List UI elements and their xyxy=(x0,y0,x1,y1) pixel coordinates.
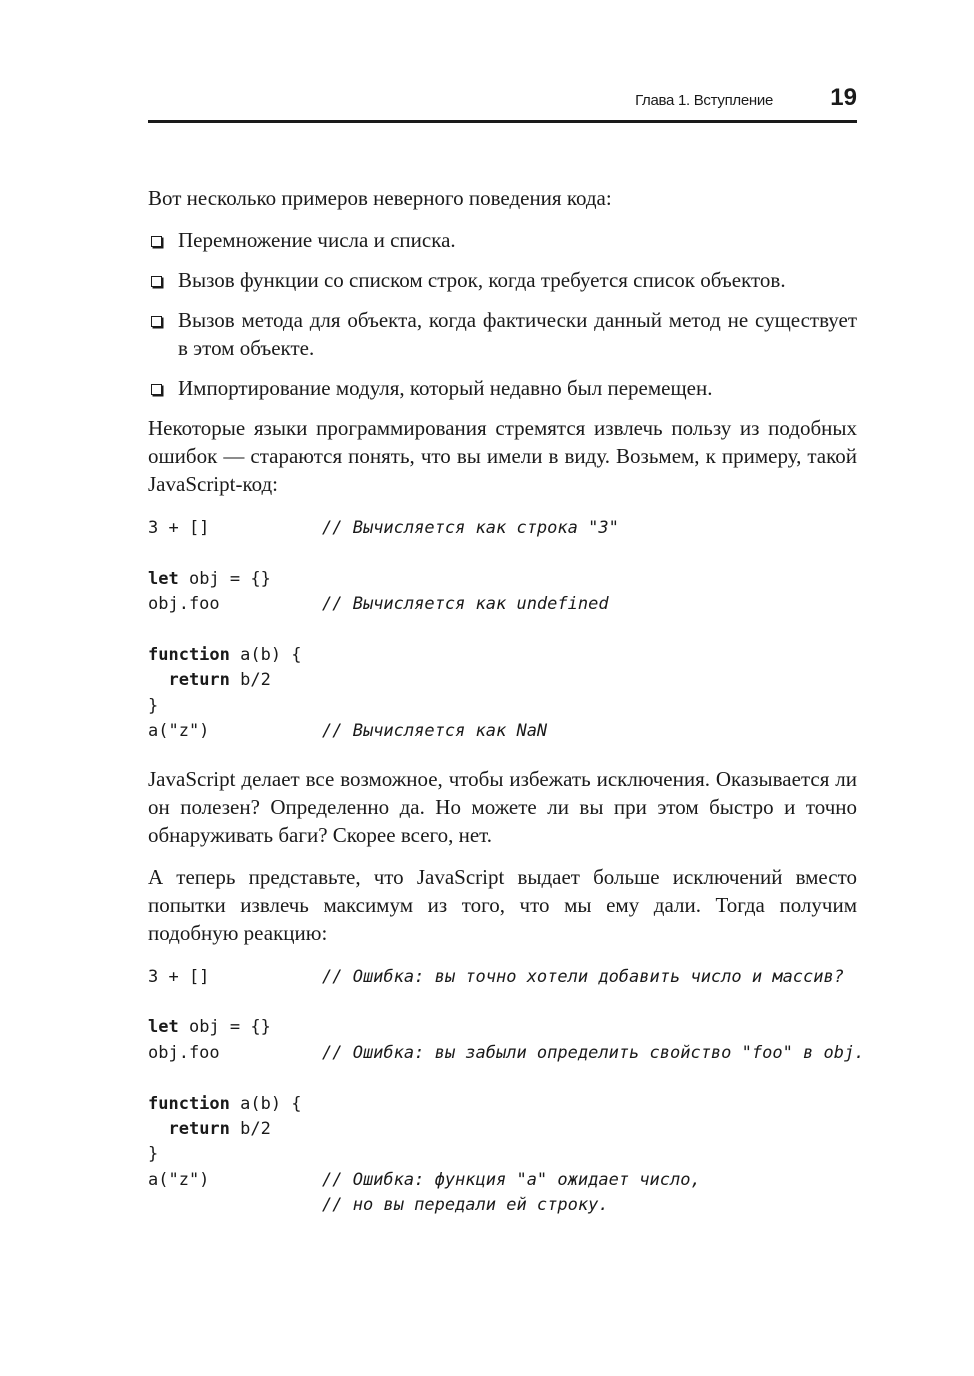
code-statement xyxy=(148,1015,322,1040)
page-body xyxy=(148,184,865,1239)
code-line xyxy=(148,1092,857,1117)
code-line xyxy=(148,643,857,668)
code-text: 3 + [] xyxy=(148,518,210,538)
code-statement xyxy=(148,643,322,668)
code-indent xyxy=(148,1119,168,1139)
code-keyword: let xyxy=(148,1017,179,1038)
languages-paragraph: Некоторые языки программирования стремятся извлечь пользу из подобных ошибок — стараются понять, что вы имели в виду. Возьмем, к примеру, такой JavaScript-код: xyxy=(148,416,857,496)
list-item xyxy=(148,226,857,254)
code-line xyxy=(148,1142,857,1167)
code-comment: // Ошибка: функция "a" ожидает число, xyxy=(322,1169,701,1190)
list-item-text: Вызов метода для объекта, когда фактически данный метод не существует в этом объекте. xyxy=(178,308,857,360)
chapter-title: Глава 1. Вступление xyxy=(635,92,773,109)
code-text: } xyxy=(148,695,159,716)
code-line xyxy=(148,668,857,693)
code-text: a("z") xyxy=(148,721,210,742)
checkbox-bullet-icon xyxy=(151,236,162,247)
code-comment: // Ошибка: вы точно хотели добавить число и массив? xyxy=(322,966,844,987)
code-text: obj.foo xyxy=(148,1042,220,1063)
code-line xyxy=(148,1041,865,1066)
code-statement xyxy=(148,516,322,541)
code-statement xyxy=(148,1092,322,1117)
code-statement xyxy=(148,965,322,990)
code-line xyxy=(148,965,857,990)
code-block-strict xyxy=(148,965,865,1219)
checkbox-bullet-icon xyxy=(151,384,162,395)
code-line xyxy=(148,516,857,541)
code-indent xyxy=(148,670,168,690)
code-line xyxy=(148,719,857,744)
imagine-paragraph: А теперь представьте, что JavaScript выдает больше исключений вместо попытки извлечь максимум из того, что мы ему дали. Тогда получим подобную реакцию: xyxy=(148,864,857,945)
code-comment: // Вычисляется как строка "3" xyxy=(322,518,619,538)
code-line xyxy=(148,592,857,617)
code-line xyxy=(148,694,857,719)
page-number: 19 xyxy=(830,84,857,111)
list-item-text: Вызов функции со списком строк, когда требуется список объектов. xyxy=(178,268,786,292)
code-text: b/2 xyxy=(229,1119,271,1140)
list-item-text: Перемножение числа и списка. xyxy=(178,228,456,252)
code-statement xyxy=(148,1041,322,1066)
code-blank-line xyxy=(148,1066,857,1091)
code-line xyxy=(148,567,857,592)
code-line xyxy=(148,1193,857,1218)
code-line xyxy=(148,1117,857,1142)
code-comment: // Ошибка: вы забыли определить свойство "foo" в obj. xyxy=(322,1042,865,1063)
code-statement xyxy=(148,567,322,592)
code-blank-line xyxy=(148,990,857,1015)
code-statement xyxy=(148,1117,322,1142)
code-statement xyxy=(148,1142,322,1167)
code-blank-line xyxy=(148,618,857,643)
code-keyword: function xyxy=(148,1093,230,1114)
code-keyword: let xyxy=(148,568,179,589)
code-text: obj = {} xyxy=(178,1017,271,1038)
code-keyword: return xyxy=(168,1119,230,1140)
code-statement xyxy=(148,694,322,719)
code-statement xyxy=(148,719,322,744)
code-blank-line xyxy=(148,541,857,566)
list-item xyxy=(148,266,857,294)
list-item-text: Импортирование модуля, который недавно был перемещен. xyxy=(178,376,713,400)
code-line xyxy=(148,1168,857,1193)
code-keyword: function xyxy=(148,645,230,665)
code-text: } xyxy=(148,1144,159,1165)
code-text: b/2 xyxy=(229,670,271,691)
code-comment: // но вы передали ей строку. xyxy=(322,1195,609,1216)
intro-paragraph: Вот несколько примеров неверного поведения кода: xyxy=(148,186,612,210)
bullet-list xyxy=(148,226,857,402)
code-keyword: return xyxy=(168,670,230,691)
code-statement xyxy=(148,1168,322,1193)
code-text: a(b) { xyxy=(229,645,302,665)
code-text: 3 + [] xyxy=(148,966,210,987)
code-text: obj.foo xyxy=(148,594,220,615)
code-text: obj = {} xyxy=(178,568,271,589)
code-block-lenient xyxy=(148,516,857,745)
javascript-paragraph: JavaScript делает все возможное, чтобы избежать исключения. Оказывается ли он полезен? Определенно да. Но можете ли вы при этом быстро и точно обнаруживать баги? Скорее всего, нет. xyxy=(148,766,857,847)
code-comment: // Вычисляется как NaN xyxy=(322,721,548,742)
list-item xyxy=(148,306,857,362)
code-statement xyxy=(148,668,322,693)
page-header xyxy=(148,84,857,123)
code-comment: // Вычисляется как undefined xyxy=(322,594,609,615)
checkbox-bullet-icon xyxy=(151,316,162,327)
list-item xyxy=(148,374,857,402)
code-text: a(b) { xyxy=(229,1093,302,1114)
code-statement xyxy=(148,592,322,617)
code-statement xyxy=(148,1193,322,1218)
code-line xyxy=(148,1015,857,1040)
checkbox-bullet-icon xyxy=(151,276,162,287)
code-text: a("z") xyxy=(148,1169,210,1190)
